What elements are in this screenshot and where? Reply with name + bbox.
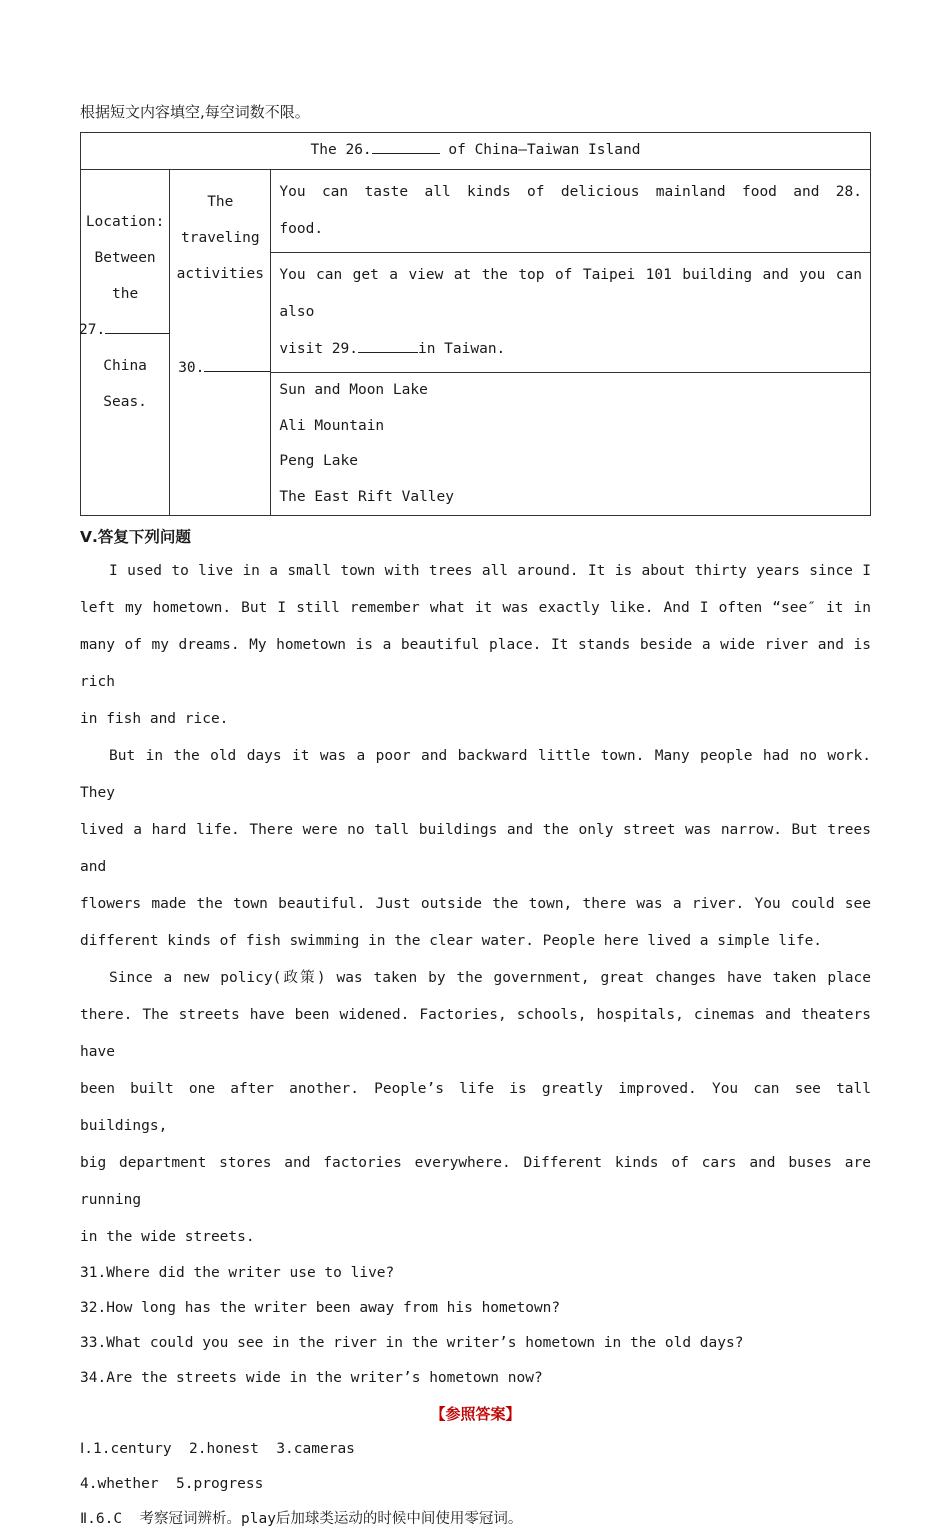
section-heading: Ⅴ.答复下列问题 xyxy=(80,528,191,546)
paragraph-1: I used to live in a small town with trees all around. It is about thirty years since I left my hometown. But I still remember what it was exactly like. And I often “see″ it in many of my dreams. My hometown is a beautiful place. It stands beside a wide river and is rich in fish and rice. xyxy=(80,563,871,727)
scenic-spots-row xyxy=(271,373,871,516)
location-cell: Location: Between the 27. China Seas. xyxy=(81,170,170,516)
answers-heading: 【参照答案】 xyxy=(430,1405,521,1423)
answer-line-3: Ⅱ.6.C 考察冠词辨析。play后加球类运动的时候中间使用零冠词。 xyxy=(80,1511,523,1527)
blank-30[interactable] xyxy=(204,357,270,372)
question-34: 34.Are the streets wide in the writer’s hometown now? xyxy=(80,1370,543,1386)
fill-in-table xyxy=(80,132,871,516)
answer-line-2: 4.whether 5.progress xyxy=(80,1476,264,1492)
worksheet-page xyxy=(80,96,871,1537)
food-row: You can taste all kinds of delicious mainland food and 28. food. xyxy=(271,170,871,253)
question-33: 33.What could you see in the river in the writer’s hometown in the old days? xyxy=(80,1335,744,1351)
answers-block xyxy=(80,1432,871,1537)
list-item: Ali Mountain xyxy=(279,417,385,434)
reading-passage xyxy=(80,553,871,1256)
question-31: 31.Where did the writer use to live? xyxy=(80,1265,395,1281)
blank-26[interactable] xyxy=(372,139,440,154)
list-item: The East Rift Valley xyxy=(279,488,455,505)
instruction-text: 根据短文内容填空,每空词数不限。 xyxy=(80,103,310,121)
questions-list xyxy=(80,1256,871,1396)
question-32: 32.How long has the writer been away from his hometown? xyxy=(80,1300,561,1316)
paragraph-2: But in the old days it was a poor and backward little town. Many people had no work. They lived a hard life. There were no tall buildings and the only street was narrow. But trees and flowers made the town beautiful. Just outside the town, there was a river. You could see different kinds of fish swimming in the clear water. People here lived a simple life. xyxy=(80,748,871,949)
list-item: Peng Lake xyxy=(279,453,358,469)
list-item: Sun and Moon Lake xyxy=(279,382,428,398)
view-row: You can get a view at the top of Taipei 101 building and you can also visit 29. in Taiwan. xyxy=(271,253,871,373)
blank-27[interactable] xyxy=(105,319,169,334)
paragraph-3: Since a new policy(政策) was taken by the government, great changes have taken place there. The streets have been widened. Factories, schools, hospitals, cinemas and theaters have been built one after another. People’s life is greatly improved. You can see tall buildings, big department stores and factories everywhere. Different kinds of cars and buses are running in the wide streets. xyxy=(80,970,871,1245)
activities-cell: The traveling activities 30. xyxy=(170,170,271,516)
table-title: The 26. of China—Taiwan Island xyxy=(81,133,871,170)
blank-29[interactable] xyxy=(358,338,418,353)
answer-line-1: Ⅰ.1.century 2.honest 3.cameras xyxy=(80,1441,355,1457)
